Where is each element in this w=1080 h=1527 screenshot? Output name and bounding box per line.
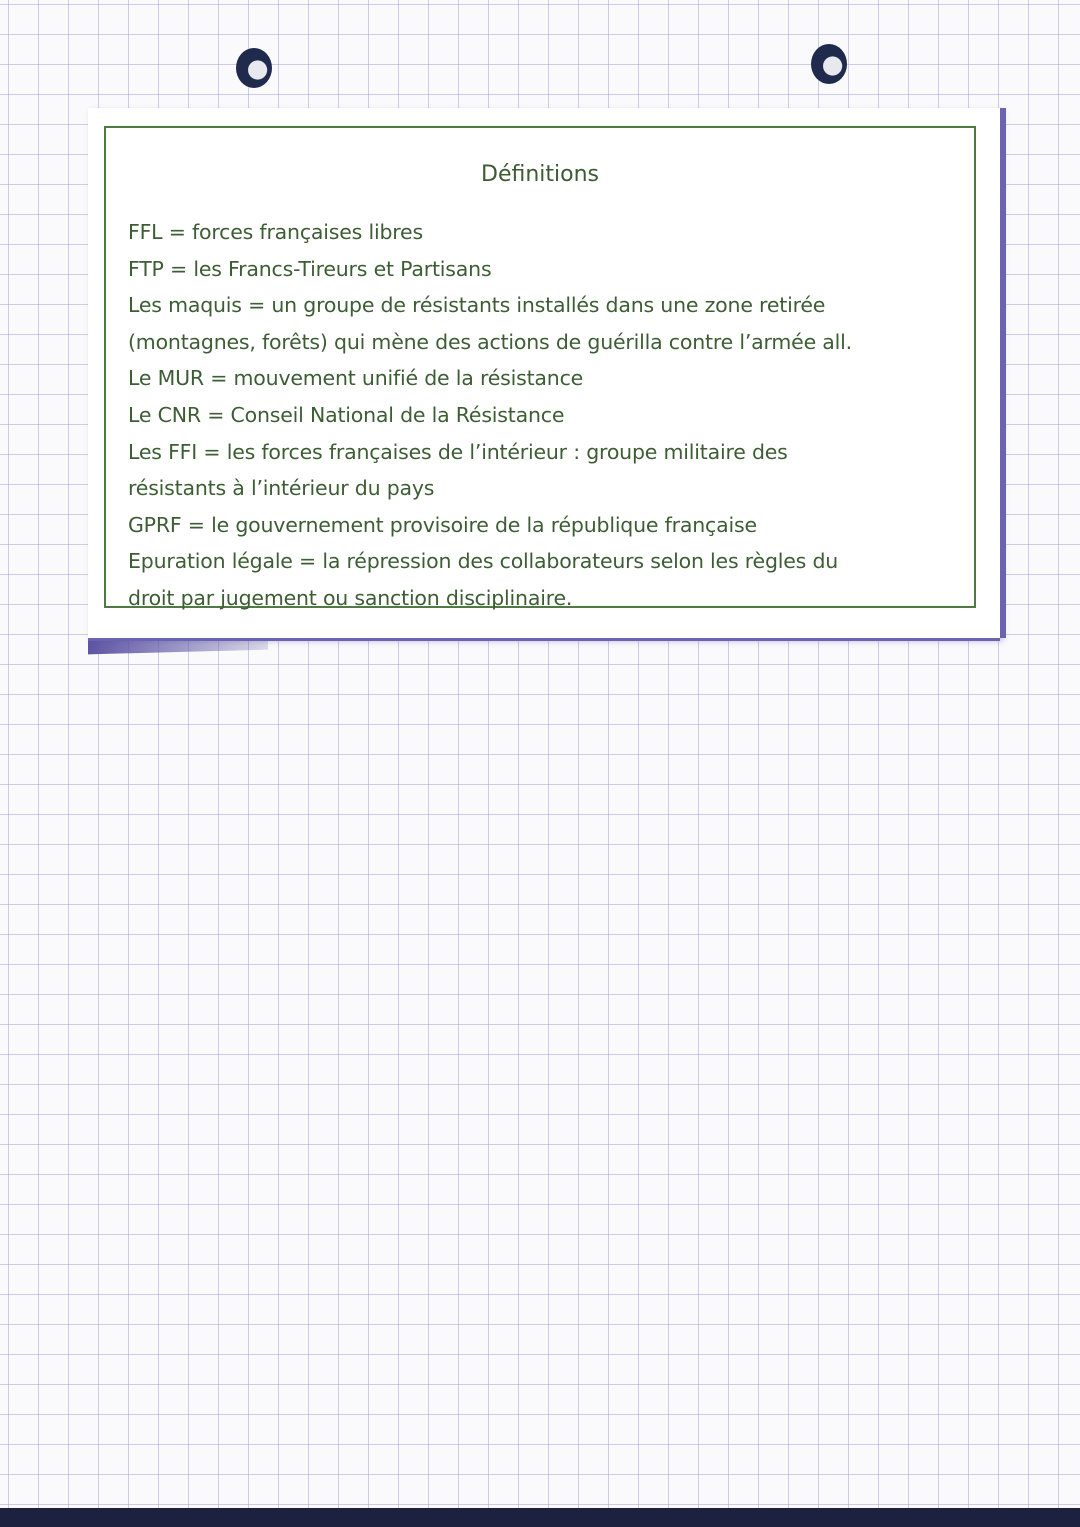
definition-line: Le MUR = mouvement unifié de la résistance: [128, 366, 584, 391]
definition-line: Les FFI = les forces françaises de l’intérieur : groupe militaire des: [128, 439, 788, 464]
definition-line: GPRF = le gouvernement provisoire de la république française: [128, 512, 757, 537]
definition-line: résistants à l’intérieur du pays: [128, 476, 435, 501]
definition-line: FFL = forces françaises libres: [128, 220, 423, 244]
definition-line: droit par jugement ou sanction disciplinaire.: [128, 585, 573, 610]
pasted-definitions-sheet: [88, 108, 1000, 638]
definition-line: Les maquis = un groupe de résistants installés dans une zone retirée: [128, 293, 826, 318]
bottom-edge-strip: [0, 1508, 1080, 1527]
definition-line: FTP = les Francs-Tireurs et Partisans: [128, 256, 492, 281]
definitions-title: Définitions: [481, 162, 599, 187]
definition-line: (montagnes, forêts) qui mène des actions de guérilla contre l’armée all.: [128, 329, 852, 354]
definitions-box: [104, 126, 976, 608]
definitions-list: [128, 214, 958, 617]
definition-line: Le CNR = Conseil National de la Résistance: [128, 402, 565, 427]
punch-hole-left: [236, 48, 272, 88]
definition-line: Epuration légale = la répression des collaborateurs selon les règles du: [128, 549, 839, 574]
punch-hole-right: [811, 44, 847, 84]
